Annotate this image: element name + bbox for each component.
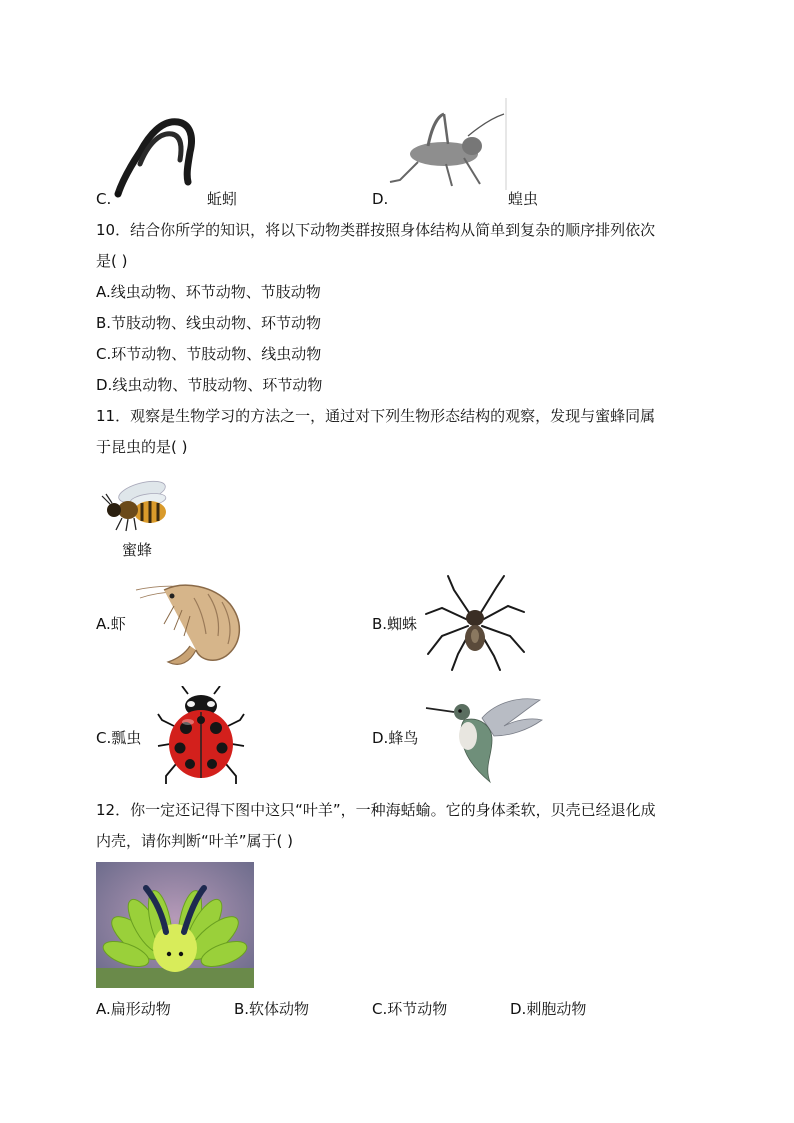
q11-bee-caption: 蜜蜂 [122,541,153,559]
q10-stem-line2: 是( ) [96,252,128,270]
q10-option-c: C.环节动物、节肢动物、线虫动物 [96,345,322,363]
q11-option-d: D.蜂鸟 [372,729,419,747]
q12-option-d: D.刺胞动物 [510,1000,587,1018]
grasshopper-image [388,96,510,192]
q9-option-d-letter: D. [372,190,389,208]
earthworm-image [110,112,200,200]
q12-option-b: B.软体动物 [234,1000,310,1018]
q11-stem-line1: 11．观察是生物学习的方法之一，通过对下列生物形态结构的观察，发现与蜜蜂同属 [96,407,656,425]
q11-stem-line2: 于昆虫的是( ) [96,438,188,456]
q12-stem-line1: 12．你一定还记得下图中这只“叶羊”，一种海蛞蝓。它的身体柔软，贝壳已经退化成 [96,801,656,819]
bee-image [98,478,172,532]
q10-option-d: D.线虫动物、节肢动物、环节动物 [96,376,323,394]
q11-option-c: C.瓢虫 [96,729,142,747]
q12-stem-line2: 内壳，请你判断“叶羊”属于( ) [96,832,294,850]
q12-option-a: A.扁形动物 [96,1000,171,1018]
q10-stem-line1: 10．结合你所学的知识，将以下动物类群按照身体结构从简单到复杂的顺序排列依次 [96,221,656,239]
q11-option-b: B.蜘蛛 [372,615,418,633]
ladybug-image [156,686,246,786]
q9-option-d-name: 蝗虫 [508,190,539,208]
leaf-sheep-image [96,862,254,988]
q9-option-c-name: 蚯蚓 [207,190,238,208]
hummingbird-image [424,696,544,786]
shrimp-image [134,576,246,672]
q10-option-b: B.节肢动物、线虫动物、环节动物 [96,314,322,332]
q11-option-a: A.虾 [96,615,126,633]
q12-option-c: C.环节动物 [372,1000,448,1018]
q10-option-a: A.线虫动物、环节动物、节肢动物 [96,283,321,301]
q9-option-c-letter: C. [96,190,112,208]
spider-image [424,574,528,672]
